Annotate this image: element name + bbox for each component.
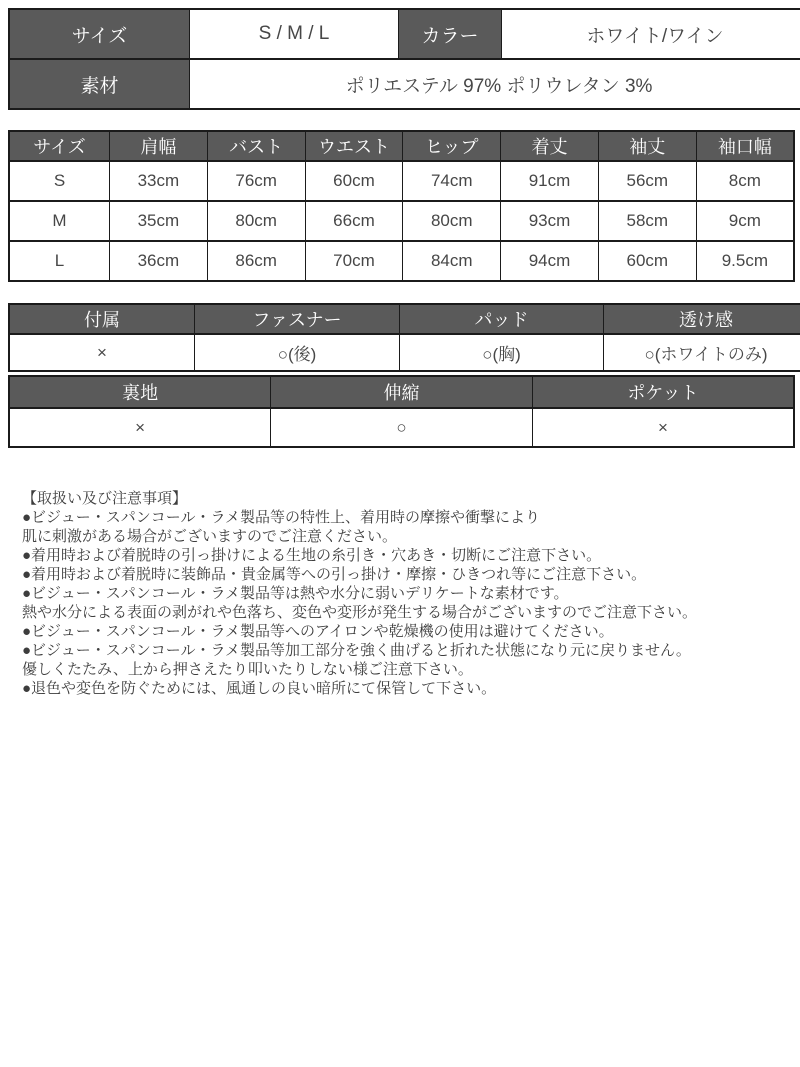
care-note-line: ●着用時および着脱時の引っ掛けによる生地の糸引き・穴あき・切断にご注意下さい。 bbox=[22, 547, 602, 564]
table-row bbox=[9, 59, 800, 109]
measurement-cell: 56cm bbox=[598, 161, 696, 201]
feature-value-cell: × bbox=[9, 334, 195, 371]
measurement-cell: 66cm bbox=[305, 201, 403, 241]
measurement-cell: 94cm bbox=[501, 241, 599, 281]
measurement-cell: 86cm bbox=[207, 241, 305, 281]
size-value-cell: S / M / L bbox=[190, 9, 399, 59]
column-header: 袖丈 bbox=[598, 131, 696, 161]
column-header: ヒップ bbox=[403, 131, 501, 161]
measurement-cell: 80cm bbox=[207, 201, 305, 241]
column-header: 透け感 bbox=[604, 304, 800, 334]
size-name-cell: M bbox=[9, 201, 110, 241]
measurement-cell: 35cm bbox=[110, 201, 208, 241]
measurement-cell: 76cm bbox=[207, 161, 305, 201]
measurement-cell: 93cm bbox=[501, 201, 599, 241]
product-spec-page bbox=[8, 0, 795, 698]
size-label-cell: サイズ bbox=[9, 9, 190, 59]
table-row-size-l bbox=[9, 241, 794, 281]
measurements-table bbox=[8, 130, 795, 282]
measurement-cell: 91cm bbox=[501, 161, 599, 201]
size-name-cell: L bbox=[9, 241, 110, 281]
material-value-cell: ポリエステル 97% ポリウレタン 3% bbox=[190, 59, 800, 109]
measurement-cell: 36cm bbox=[110, 241, 208, 281]
feature-value-cell: × bbox=[9, 408, 271, 447]
care-note-line: 熱や水分による表面の剥がれや色落ち、変色や変形が発生する場合がございますのでご注意下さい。 bbox=[22, 604, 698, 621]
column-header: バスト bbox=[207, 131, 305, 161]
material-label-cell: 素材 bbox=[9, 59, 190, 109]
features-primary-table bbox=[8, 303, 800, 372]
care-notes-section bbox=[8, 489, 795, 698]
column-header: 伸縮 bbox=[271, 376, 533, 408]
care-note-line: 優しくたたみ、上から押さえたり叩いたりしない様ご注意下さい。 bbox=[22, 661, 473, 678]
column-header: サイズ bbox=[9, 131, 110, 161]
care-note-line: ●退色や変色を防ぐためには、風通しの良い暗所にて保管して下さい。 bbox=[22, 680, 497, 697]
care-notes-title: 【取扱い及び注意事項】 bbox=[22, 490, 188, 507]
column-header: ポケット bbox=[532, 376, 794, 408]
table-row bbox=[9, 9, 800, 59]
measurements-header-row bbox=[9, 131, 794, 161]
measurement-cell: 9cm bbox=[696, 201, 794, 241]
size-color-material-table bbox=[8, 8, 800, 110]
column-header: 肩幅 bbox=[110, 131, 208, 161]
care-note-line: ●ビジュー・スパンコール・ラメ製品等の特性上、着用時の摩擦や衝撃により bbox=[22, 509, 541, 526]
color-label-cell: カラー bbox=[399, 9, 502, 59]
care-note-line: ●ビジュー・スパンコール・ラメ製品等は熱や水分に弱いデリケートな素材です。 bbox=[22, 585, 569, 602]
feature-value-cell: ○(後) bbox=[195, 334, 400, 371]
measurement-cell: 58cm bbox=[598, 201, 696, 241]
measurement-cell: 60cm bbox=[598, 241, 696, 281]
measurement-cell: 80cm bbox=[403, 201, 501, 241]
feature-value-cell: ○ bbox=[271, 408, 533, 447]
measurement-cell: 8cm bbox=[696, 161, 794, 201]
care-note-line: ●ビジュー・スパンコール・ラメ製品等へのアイロンや乾燥機の使用は避けてください。 bbox=[22, 623, 614, 640]
care-note-line: ●ビジュー・スパンコール・ラメ製品等加工部分を強く曲げると折れた状態になり元に戻りません。 bbox=[22, 642, 691, 659]
measurement-cell: 60cm bbox=[305, 161, 403, 201]
column-header: 裏地 bbox=[9, 376, 271, 408]
column-header: 袖口幅 bbox=[696, 131, 794, 161]
column-header: 付属 bbox=[9, 304, 195, 334]
table-row-size-s bbox=[9, 161, 794, 201]
features-primary-value-row bbox=[9, 334, 800, 371]
features-secondary-table bbox=[8, 375, 795, 448]
column-header: ウエスト bbox=[305, 131, 403, 161]
column-header: 着丈 bbox=[501, 131, 599, 161]
column-header: ファスナー bbox=[195, 304, 400, 334]
care-note-line: 肌に刺激がある場合がございますのでご注意ください。 bbox=[22, 528, 398, 545]
features-secondary-value-row bbox=[9, 408, 794, 447]
size-name-cell: S bbox=[9, 161, 110, 201]
color-value-cell: ホワイト/ワイン bbox=[502, 9, 800, 59]
features-secondary-header-row bbox=[9, 376, 794, 408]
feature-value-cell: ○(胸) bbox=[400, 334, 604, 371]
features-primary-header-row bbox=[9, 304, 800, 334]
table-row-size-m bbox=[9, 201, 794, 241]
measurement-cell: 9.5cm bbox=[696, 241, 794, 281]
feature-value-cell: ○(ホワイトのみ) bbox=[604, 334, 800, 371]
care-note-line: ●着用時および着脱時に装飾品・貴金属等への引っ掛け・摩擦・ひきつれ等にご注意下さい。 bbox=[22, 566, 647, 583]
measurement-cell: 74cm bbox=[403, 161, 501, 201]
measurement-cell: 33cm bbox=[110, 161, 208, 201]
feature-value-cell: × bbox=[532, 408, 794, 447]
measurement-cell: 70cm bbox=[305, 241, 403, 281]
measurement-cell: 84cm bbox=[403, 241, 501, 281]
column-header: パッド bbox=[400, 304, 604, 334]
